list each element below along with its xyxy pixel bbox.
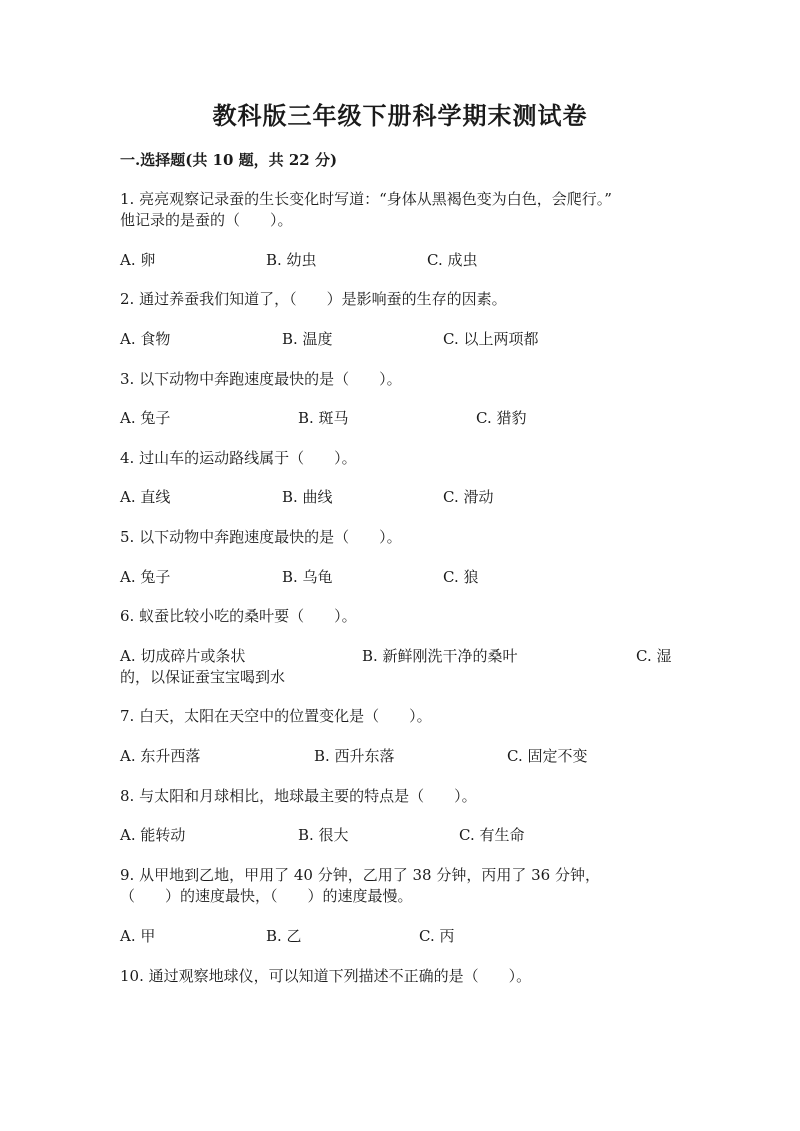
question-5-option-a: A. 兔子 (120, 568, 171, 586)
question-4-option-b: B. 曲线 (282, 488, 333, 506)
section-heading: 一.选择题(共 10 题，共 22 分) (120, 151, 338, 169)
question-8-option-a: A. 能转动 (120, 826, 186, 844)
question-2-option-b: B. 温度 (282, 330, 333, 348)
question-8-text: 8. 与太阳和月球相比，地球最主要的特点是（ ）。 (120, 787, 477, 805)
question-7-text: 7. 白天，太阳在天空中的位置变化是（ ）。 (120, 707, 432, 725)
question-6-option-a: A. 切成碎片或条状 (120, 647, 246, 665)
question-4-option-c: C. 滑动 (443, 488, 494, 506)
question-1-text-line-1: 1. 亮亮观察记录蚕的生长变化时写道：“身体从黑褐色变为白色，会爬行。” (120, 190, 612, 208)
question-2-option-a: A. 食物 (120, 330, 171, 348)
question-7-option-a: A. 东升西落 (120, 747, 201, 765)
question-6-text: 6. 蚁蚕比较小吃的桑叶要（ ）。 (120, 607, 357, 625)
question-8-option-b: B. 很大 (298, 826, 349, 844)
question-9-text-line-2: （ ）的速度最快，（ ）的速度最慢。 (120, 887, 413, 905)
question-1-option-c: C. 成虫 (427, 251, 478, 269)
question-3-option-c: C. 猎豹 (476, 409, 527, 427)
question-7-option-b: B. 西升东落 (314, 747, 395, 765)
question-1-option-b: B. 幼虫 (266, 251, 317, 269)
question-7-option-c: C. 固定不变 (507, 747, 588, 765)
question-6-option-b: B. 新鲜刚洗干净的桑叶 (362, 647, 518, 665)
question-5-text: 5. 以下动物中奔跑速度最快的是（ ）。 (120, 528, 402, 546)
question-9-option-b: B. 乙 (266, 927, 302, 945)
question-2-text: 2. 通过养蚕我们知道了，（ ）是影响蚕的生存的因素。 (120, 290, 507, 308)
question-6-option-c: C. 湿 (636, 647, 672, 665)
question-8-option-c: C. 有生命 (459, 826, 525, 844)
question-1-option-a: A. 卵 (120, 251, 156, 269)
question-9-option-c: C. 丙 (419, 927, 455, 945)
question-3-option-b: B. 斑马 (298, 409, 349, 427)
question-4-option-a: A. 直线 (120, 488, 171, 506)
question-1-text-line-2: 他记录的是蚕的（ ）。 (120, 211, 293, 229)
question-4-text: 4. 过山车的运动路线属于（ ）。 (120, 449, 357, 467)
question-2-option-c: C. 以上两项都 (443, 330, 539, 348)
question-5-option-b: B. 乌龟 (282, 568, 333, 586)
question-9-option-a: A. 甲 (120, 927, 156, 945)
question-10-text: 10. 通过观察地球仪，可以知道下列描述不正确的是（ ）。 (120, 967, 532, 985)
question-9-text-line-1: 9. 从甲地到乙地，甲用了 40 分钟，乙用了 38 分钟，丙用了 36 分钟， (120, 866, 600, 884)
question-5-option-c: C. 狼 (443, 568, 479, 586)
question-3-option-a: A. 兔子 (120, 409, 171, 427)
question-3-text: 3. 以下动物中奔跑速度最快的是（ ）。 (120, 370, 402, 388)
page-title: 教科版三年级下册科学期末测试卷 (212, 101, 588, 130)
question-6-option-c-continued: 的，以保证蚕宝宝喝到水 (120, 668, 286, 686)
